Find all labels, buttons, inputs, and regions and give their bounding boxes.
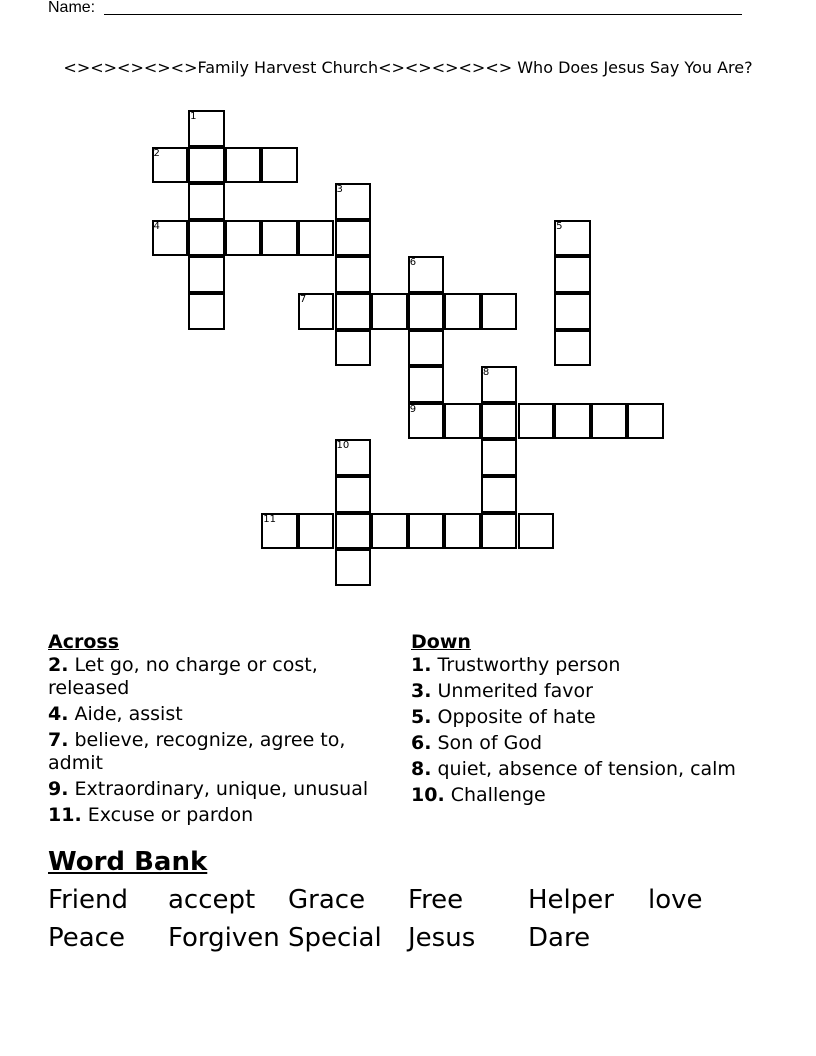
clue-number: 4	[153, 220, 160, 232]
word-bank-word: Free	[408, 885, 464, 915]
word-bank-word: Special	[288, 923, 382, 953]
word-bank-word: Friend	[48, 885, 128, 915]
clue-number: 8	[482, 367, 490, 379]
clue-down-1: 1. Trustworthy person	[411, 654, 621, 676]
crossword-cell[interactable]	[444, 293, 481, 330]
crossword-cell[interactable]	[225, 147, 262, 184]
crossword-cell[interactable]	[481, 513, 518, 550]
name-field[interactable]	[48, 0, 742, 16]
crossword-cell[interactable]	[335, 476, 372, 513]
crossword-cell[interactable]	[371, 513, 408, 550]
word-bank-word: Forgiven	[168, 923, 280, 953]
crossword-cell[interactable]	[481, 293, 518, 330]
clue-number: 9	[409, 403, 417, 415]
crossword-cell[interactable]	[481, 403, 518, 440]
clue-down-6: 6. Son of God	[411, 732, 543, 754]
clue-number: 11	[263, 513, 277, 525]
crossword-cell[interactable]	[554, 256, 591, 293]
crossword-cell[interactable]	[554, 403, 591, 440]
crossword-cell[interactable]	[188, 220, 225, 257]
crossword-cell[interactable]	[335, 256, 372, 293]
clue-across-2: 2. Let go, no charge or cost, released	[48, 654, 318, 699]
crossword-cell[interactable]	[188, 147, 225, 184]
clue-number: 1	[190, 111, 197, 122]
crossword-cell[interactable]	[298, 220, 335, 257]
crossword-cell[interactable]	[261, 147, 298, 184]
crossword-cell[interactable]	[335, 330, 372, 367]
name-label: Name:	[48, 0, 96, 16]
clue-across-4: 4. Aide, assist	[48, 703, 183, 725]
clue-across-11: 11. Excuse or pardon	[48, 804, 254, 826]
crossword-cell[interactable]	[408, 330, 445, 367]
crossword-cell[interactable]	[335, 220, 372, 257]
word-bank-word: love	[648, 885, 703, 915]
crossword-cell[interactable]	[188, 183, 225, 220]
crossword-cell[interactable]	[188, 256, 225, 293]
crossword-cell[interactable]	[554, 293, 591, 330]
clue-down-5: 5. Opposite of hate	[411, 706, 596, 728]
clue-number: 6	[409, 257, 417, 269]
clue-number: 7	[299, 294, 307, 305]
clue-number: 2	[153, 147, 160, 159]
crossword-cell[interactable]	[591, 403, 628, 440]
crossword-cell[interactable]	[481, 439, 518, 476]
word-bank-title: Word Bank	[48, 847, 208, 877]
crossword-cell[interactable]	[225, 220, 262, 257]
word-bank-word: Peace	[48, 923, 125, 953]
word-bank-word: accept	[168, 885, 256, 915]
crossword-cell[interactable]	[554, 330, 591, 367]
word-bank-word: Helper	[528, 885, 614, 915]
word-bank-word: Dare	[528, 923, 591, 953]
crossword-cell[interactable]	[444, 513, 481, 550]
across-heading: Across	[48, 631, 120, 653]
crossword-cell[interactable]	[261, 220, 298, 257]
clue-number: 10	[336, 440, 350, 452]
crossword-cell[interactable]	[444, 403, 481, 440]
page-title: <><><><><>Family Harvest Church<><><><><> Who Does Jesus Say You Are?	[63, 58, 753, 77]
crossword-cell[interactable]	[627, 403, 664, 440]
crossword-cell[interactable]	[481, 476, 518, 513]
down-clues	[411, 630, 741, 810]
across-clues	[48, 630, 398, 830]
crossword-cell[interactable]	[335, 513, 372, 550]
clue-down-3: 3. Unmerited favor	[411, 680, 593, 702]
name-underline	[104, 14, 742, 15]
down-heading: Down	[411, 631, 471, 653]
word-bank-word: Grace	[288, 885, 366, 915]
clue-across-7: 7. believe, recognize, agree to, admit	[48, 729, 346, 774]
clue-down-8: 8. quiet, absence of tension, calm	[411, 758, 736, 780]
clue-across-9: 9. Extraordinary, unique, unusual	[48, 778, 369, 800]
crossword-cell[interactable]	[408, 293, 445, 330]
crossword-cell[interactable]	[335, 549, 372, 586]
crossword-cell[interactable]	[335, 293, 372, 330]
crossword-cell[interactable]	[408, 366, 445, 403]
crossword-cell[interactable]	[518, 403, 555, 440]
crossword-cell[interactable]	[188, 293, 225, 330]
word-bank-word: Jesus	[408, 923, 476, 953]
crossword-cell[interactable]	[518, 513, 555, 550]
clue-down-10: 10. Challenge	[411, 784, 546, 806]
crossword-cell[interactable]	[408, 513, 445, 550]
crossword-cell[interactable]	[298, 513, 335, 550]
clue-number: 3	[336, 184, 343, 196]
clue-number: 5	[556, 220, 563, 232]
crossword-cell[interactable]	[371, 293, 408, 330]
